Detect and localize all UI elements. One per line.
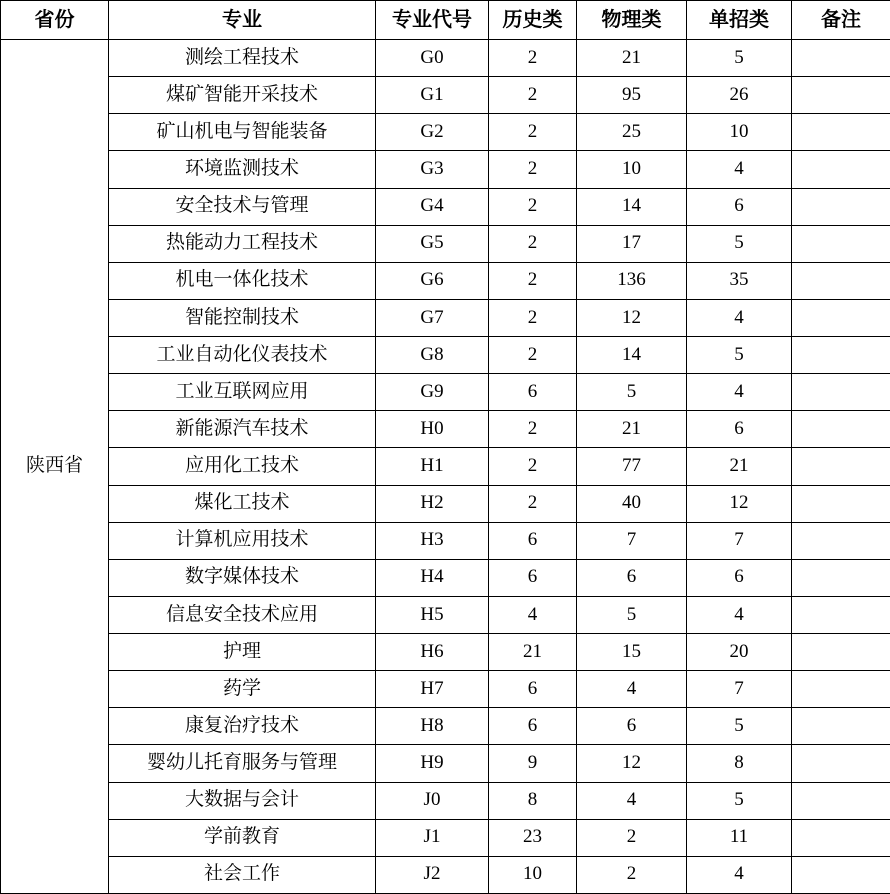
- history-cell: 2: [489, 411, 577, 448]
- major-cell: 婴幼儿托育服务与管理: [109, 745, 376, 782]
- major-cell: 康复治疗技术: [109, 708, 376, 745]
- single-cell: 11: [687, 819, 792, 856]
- major-cell: 数字媒体技术: [109, 559, 376, 596]
- table-row: [1, 337, 890, 374]
- table-row: [1, 77, 890, 114]
- history-cell: 8: [489, 782, 577, 819]
- table-row: [1, 745, 890, 782]
- column-header-province: 省份: [1, 1, 109, 40]
- table-row: [1, 411, 890, 448]
- single-cell: 5: [687, 40, 792, 77]
- history-cell: 6: [489, 522, 577, 559]
- remark-cell: [792, 856, 890, 893]
- history-cell: 2: [489, 188, 577, 225]
- major-cell: 矿山机电与智能装备: [109, 114, 376, 151]
- single-cell: 4: [687, 374, 792, 411]
- code-cell: J2: [376, 856, 489, 893]
- single-cell: 4: [687, 151, 792, 188]
- major-cell: 热能动力工程技术: [109, 225, 376, 262]
- province-cell: 陕西省: [1, 40, 109, 894]
- physics-cell: 2: [577, 856, 687, 893]
- remark-cell: [792, 485, 890, 522]
- major-cell: 社会工作: [109, 856, 376, 893]
- table-row: [1, 559, 890, 596]
- history-cell: 2: [489, 485, 577, 522]
- single-cell: 4: [687, 856, 792, 893]
- history-cell: 10: [489, 856, 577, 893]
- remark-cell: [792, 819, 890, 856]
- physics-cell: 5: [577, 596, 687, 633]
- history-cell: 4: [489, 596, 577, 633]
- table-row: [1, 299, 890, 336]
- physics-cell: 4: [577, 782, 687, 819]
- remark-cell: [792, 337, 890, 374]
- code-cell: H6: [376, 634, 489, 671]
- single-cell: 35: [687, 262, 792, 299]
- code-cell: H8: [376, 708, 489, 745]
- code-cell: G7: [376, 299, 489, 336]
- history-cell: 2: [489, 77, 577, 114]
- physics-cell: 40: [577, 485, 687, 522]
- table-row: [1, 671, 890, 708]
- history-cell: 2: [489, 225, 577, 262]
- table-row: [1, 188, 890, 225]
- major-cell: 信息安全技术应用: [109, 596, 376, 633]
- table-row: [1, 374, 890, 411]
- physics-cell: 21: [577, 40, 687, 77]
- physics-cell: 21: [577, 411, 687, 448]
- history-cell: 2: [489, 151, 577, 188]
- code-cell: G5: [376, 225, 489, 262]
- history-cell: 21: [489, 634, 577, 671]
- table-header-row: [1, 1, 890, 40]
- table-row: [1, 114, 890, 151]
- table-row: [1, 634, 890, 671]
- major-cell: 煤矿智能开采技术: [109, 77, 376, 114]
- major-cell: 工业自动化仪表技术: [109, 337, 376, 374]
- physics-cell: 14: [577, 188, 687, 225]
- single-cell: 4: [687, 596, 792, 633]
- remark-cell: [792, 188, 890, 225]
- code-cell: H3: [376, 522, 489, 559]
- table-row: [1, 262, 890, 299]
- single-cell: 8: [687, 745, 792, 782]
- major-cell: 新能源汽车技术: [109, 411, 376, 448]
- single-cell: 26: [687, 77, 792, 114]
- single-cell: 12: [687, 485, 792, 522]
- physics-cell: 95: [577, 77, 687, 114]
- physics-cell: 77: [577, 448, 687, 485]
- code-cell: J0: [376, 782, 489, 819]
- code-cell: H5: [376, 596, 489, 633]
- single-cell: 6: [687, 559, 792, 596]
- single-cell: 5: [687, 337, 792, 374]
- code-cell: H7: [376, 671, 489, 708]
- remark-cell: [792, 40, 890, 77]
- table-row: [1, 40, 890, 77]
- remark-cell: [792, 114, 890, 151]
- remark-cell: [792, 374, 890, 411]
- column-header-major: 专业: [109, 1, 376, 40]
- physics-cell: 12: [577, 299, 687, 336]
- remark-cell: [792, 596, 890, 633]
- major-cell: 应用化工技术: [109, 448, 376, 485]
- remark-cell: [792, 522, 890, 559]
- physics-cell: 17: [577, 225, 687, 262]
- table-row: [1, 708, 890, 745]
- remark-cell: [792, 299, 890, 336]
- physics-cell: 136: [577, 262, 687, 299]
- remark-cell: [792, 671, 890, 708]
- physics-cell: 7: [577, 522, 687, 559]
- table-row: [1, 819, 890, 856]
- major-cell: 环境监测技术: [109, 151, 376, 188]
- history-cell: 6: [489, 708, 577, 745]
- physics-cell: 12: [577, 745, 687, 782]
- history-cell: 2: [489, 114, 577, 151]
- single-cell: 5: [687, 782, 792, 819]
- history-cell: 2: [489, 40, 577, 77]
- physics-cell: 4: [577, 671, 687, 708]
- single-cell: 10: [687, 114, 792, 151]
- history-cell: 2: [489, 262, 577, 299]
- single-cell: 6: [687, 188, 792, 225]
- code-cell: G9: [376, 374, 489, 411]
- code-cell: H0: [376, 411, 489, 448]
- major-cell: 计算机应用技术: [109, 522, 376, 559]
- code-cell: G3: [376, 151, 489, 188]
- major-cell: 工业互联网应用: [109, 374, 376, 411]
- remark-cell: [792, 262, 890, 299]
- remark-cell: [792, 151, 890, 188]
- major-cell: 护理: [109, 634, 376, 671]
- major-cell: 机电一体化技术: [109, 262, 376, 299]
- table-row: [1, 522, 890, 559]
- history-cell: 6: [489, 559, 577, 596]
- code-cell: H4: [376, 559, 489, 596]
- major-cell: 大数据与会计: [109, 782, 376, 819]
- table-row: [1, 782, 890, 819]
- single-cell: 5: [687, 708, 792, 745]
- single-cell: 4: [687, 299, 792, 336]
- code-cell: G8: [376, 337, 489, 374]
- code-cell: G4: [376, 188, 489, 225]
- table-row: [1, 856, 890, 893]
- major-cell: 安全技术与管理: [109, 188, 376, 225]
- column-header-history: 历史类: [489, 1, 577, 40]
- single-cell: 20: [687, 634, 792, 671]
- remark-cell: [792, 411, 890, 448]
- major-cell: 煤化工技术: [109, 485, 376, 522]
- single-cell: 7: [687, 671, 792, 708]
- code-cell: G0: [376, 40, 489, 77]
- major-cell: 药学: [109, 671, 376, 708]
- table-body: [1, 40, 890, 894]
- major-cell: 测绘工程技术: [109, 40, 376, 77]
- single-cell: 21: [687, 448, 792, 485]
- remark-cell: [792, 782, 890, 819]
- physics-cell: 2: [577, 819, 687, 856]
- single-cell: 7: [687, 522, 792, 559]
- code-cell: J1: [376, 819, 489, 856]
- table-header: [1, 1, 890, 40]
- history-cell: 23: [489, 819, 577, 856]
- code-cell: G2: [376, 114, 489, 151]
- history-cell: 2: [489, 337, 577, 374]
- remark-cell: [792, 448, 890, 485]
- remark-cell: [792, 559, 890, 596]
- physics-cell: 5: [577, 374, 687, 411]
- table-row: [1, 596, 890, 633]
- single-cell: 5: [687, 225, 792, 262]
- remark-cell: [792, 225, 890, 262]
- code-cell: H2: [376, 485, 489, 522]
- physics-cell: 6: [577, 708, 687, 745]
- column-header-single: 单招类: [687, 1, 792, 40]
- remark-cell: [792, 745, 890, 782]
- history-cell: 6: [489, 671, 577, 708]
- remark-cell: [792, 634, 890, 671]
- history-cell: 2: [489, 299, 577, 336]
- column-header-code: 专业代号: [376, 1, 489, 40]
- remark-cell: [792, 77, 890, 114]
- code-cell: H9: [376, 745, 489, 782]
- code-cell: G1: [376, 77, 489, 114]
- column-header-remark: 备注: [792, 1, 890, 40]
- table-row: [1, 225, 890, 262]
- history-cell: 2: [489, 448, 577, 485]
- physics-cell: 25: [577, 114, 687, 151]
- remark-cell: [792, 708, 890, 745]
- code-cell: H1: [376, 448, 489, 485]
- major-cell: 智能控制技术: [109, 299, 376, 336]
- history-cell: 6: [489, 374, 577, 411]
- table-row: [1, 448, 890, 485]
- major-cell: 学前教育: [109, 819, 376, 856]
- history-cell: 9: [489, 745, 577, 782]
- physics-cell: 15: [577, 634, 687, 671]
- table-row: [1, 485, 890, 522]
- table-row: [1, 151, 890, 188]
- code-cell: G6: [376, 262, 489, 299]
- single-cell: 6: [687, 411, 792, 448]
- physics-cell: 14: [577, 337, 687, 374]
- physics-cell: 6: [577, 559, 687, 596]
- physics-cell: 10: [577, 151, 687, 188]
- column-header-physics: 物理类: [577, 1, 687, 40]
